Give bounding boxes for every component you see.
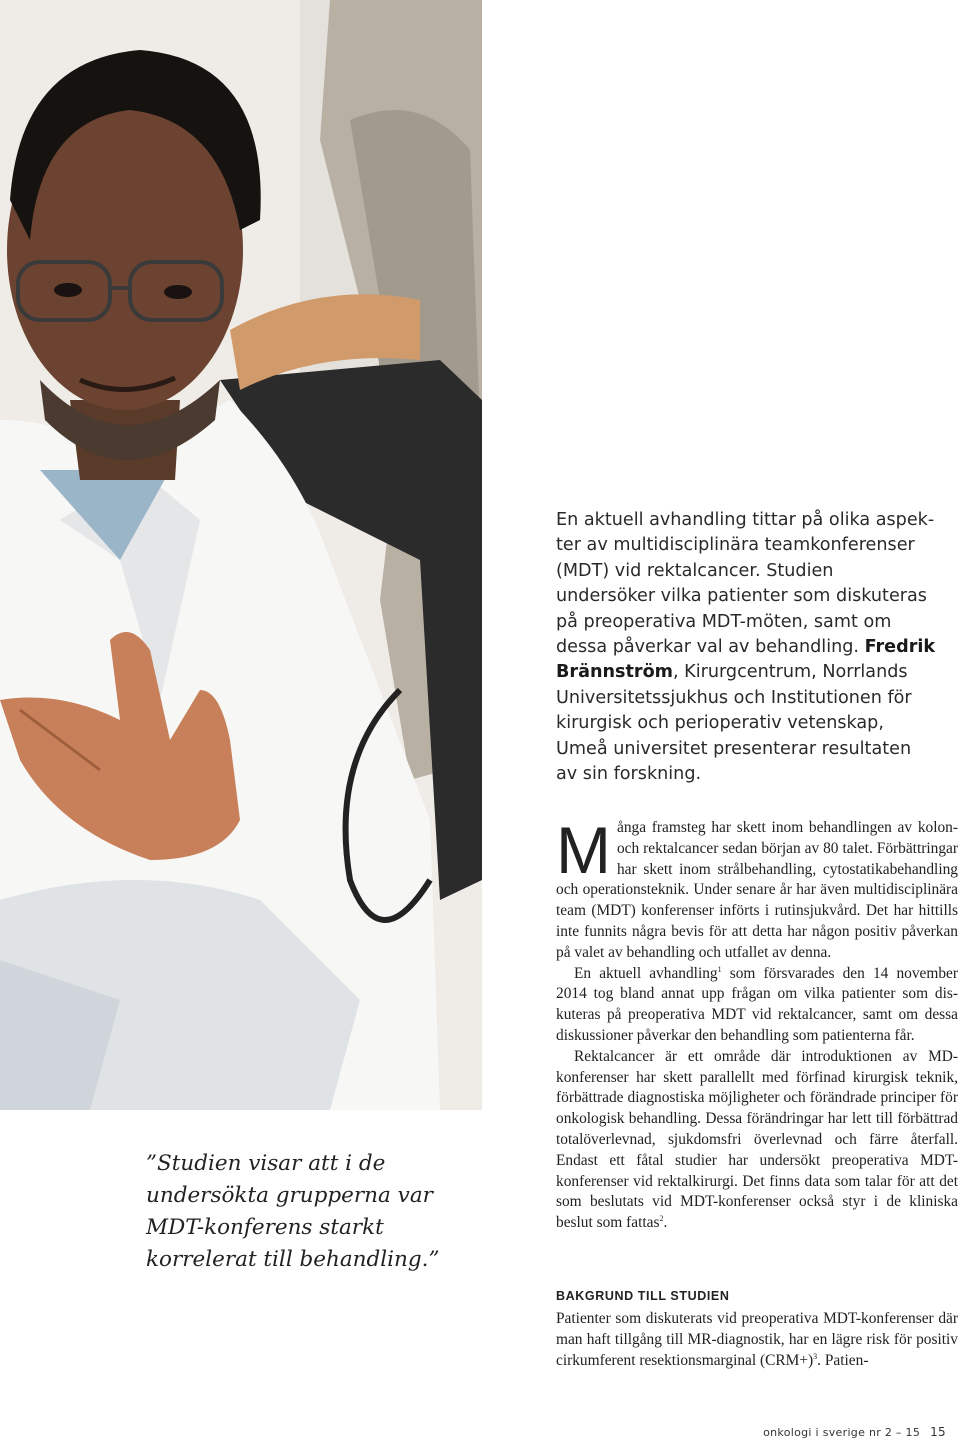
section-heading: BAKGRUND TILL STUDIEN	[556, 1289, 730, 1303]
body-paragraph-2	[556, 964, 958, 1047]
footnote-ref-2: 2	[659, 1214, 664, 1224]
section-text-b: . Patien-	[817, 1351, 869, 1369]
footnote-ref-1: 1	[717, 964, 722, 974]
article-body	[556, 813, 959, 1234]
body-paragraph-1	[556, 813, 958, 964]
author-name: Fredrik Brännström	[556, 637, 936, 683]
body-paragraph-3-text-a: Rektalcancer är ett område där introduktionen av MD-konferenser har skett parallellt med förfinad kirurgisk teknik, förbättrade diagnostiska möjligheter och förändrade principer för onkologisk behandling. Dessa förändringar har lett till förbättrad totalöverlevnad, sjukdomsfri överlevnad och färre återfall. Endast ett fåtal studier har undersökt preoperativa MDT-konferenser vid rektalkirurgi. Det finns data som talar för att det som beslutats vid MDT-konferenser också styr i de kliniska beslut som fattas	[556, 1047, 958, 1232]
body-paragraph-2-text-a: En aktuell avhandling	[574, 964, 718, 982]
article-lead	[556, 508, 936, 787]
lead-text-2: , Kirurgcentrum, Norrlands Universitetssjukhus och Institutionen för kirurgisk och perioperativ vetenskap, Umeå universitet presenterar resultaten av sin forskning.	[556, 662, 912, 785]
pull-quote: ”Studien visar att i de undersökta grupperna var MDT-konferens starkt korrelerat till behandling.”	[146, 1151, 440, 1272]
portrait-illustration	[0, 0, 482, 1110]
drop-cap: M	[556, 813, 611, 887]
publication-name: onkologi i sverige nr 2 – 15	[763, 1426, 921, 1439]
page-number: 15	[930, 1425, 946, 1439]
section-paragraph	[556, 1309, 958, 1371]
lead-text-1: En aktuell avhandling tittar på olika aspekter av multidisciplinära teamkonferenser (MDT) vid rektalcancer. Studien undersöker vilka patienter som diskuteras på preoperativa MDT-möten, samt om dessa påverkar val av behandling.	[556, 510, 935, 658]
body-paragraph-3	[556, 1047, 958, 1234]
portrait-photo	[0, 0, 482, 1110]
body-paragraph-1-text: ånga framsteg har skett inom behandlingen av kolon- och rektalcancer sedan början av 80 talet. Förbättringar har skett inom strålbehandling, cytostatikabehandling och operationsteknik. Under senare år har även multidisciplinära team (MDT) konferenser införts i rutinsjukvård. Det har hittills inte funnits några bevis för att detta har någon positiv påverkan på valet av behandling och utfallet av denna.	[556, 819, 958, 961]
page-footer	[763, 1425, 946, 1439]
section-text-a: Patienter som diskuterats vid preoperativa MDT-konferenser där man haft tillgång till MR-diagnostik, har en lägre risk för positiv cirkumferent resektionsmarginal (CRM+)	[556, 1310, 958, 1369]
body-paragraph-2-text-b: som försvarades den 14 november 2014 tog bland annat upp frågan om vilka patienter som diskuteras på preoperativa MDT vid rektalcancer, samt om dessa diskussioner påverkar den behandling som patienterna får.	[556, 964, 959, 1044]
body-paragraph-3-text-b: .	[663, 1214, 668, 1232]
footnote-ref-3: 3	[813, 1351, 818, 1361]
